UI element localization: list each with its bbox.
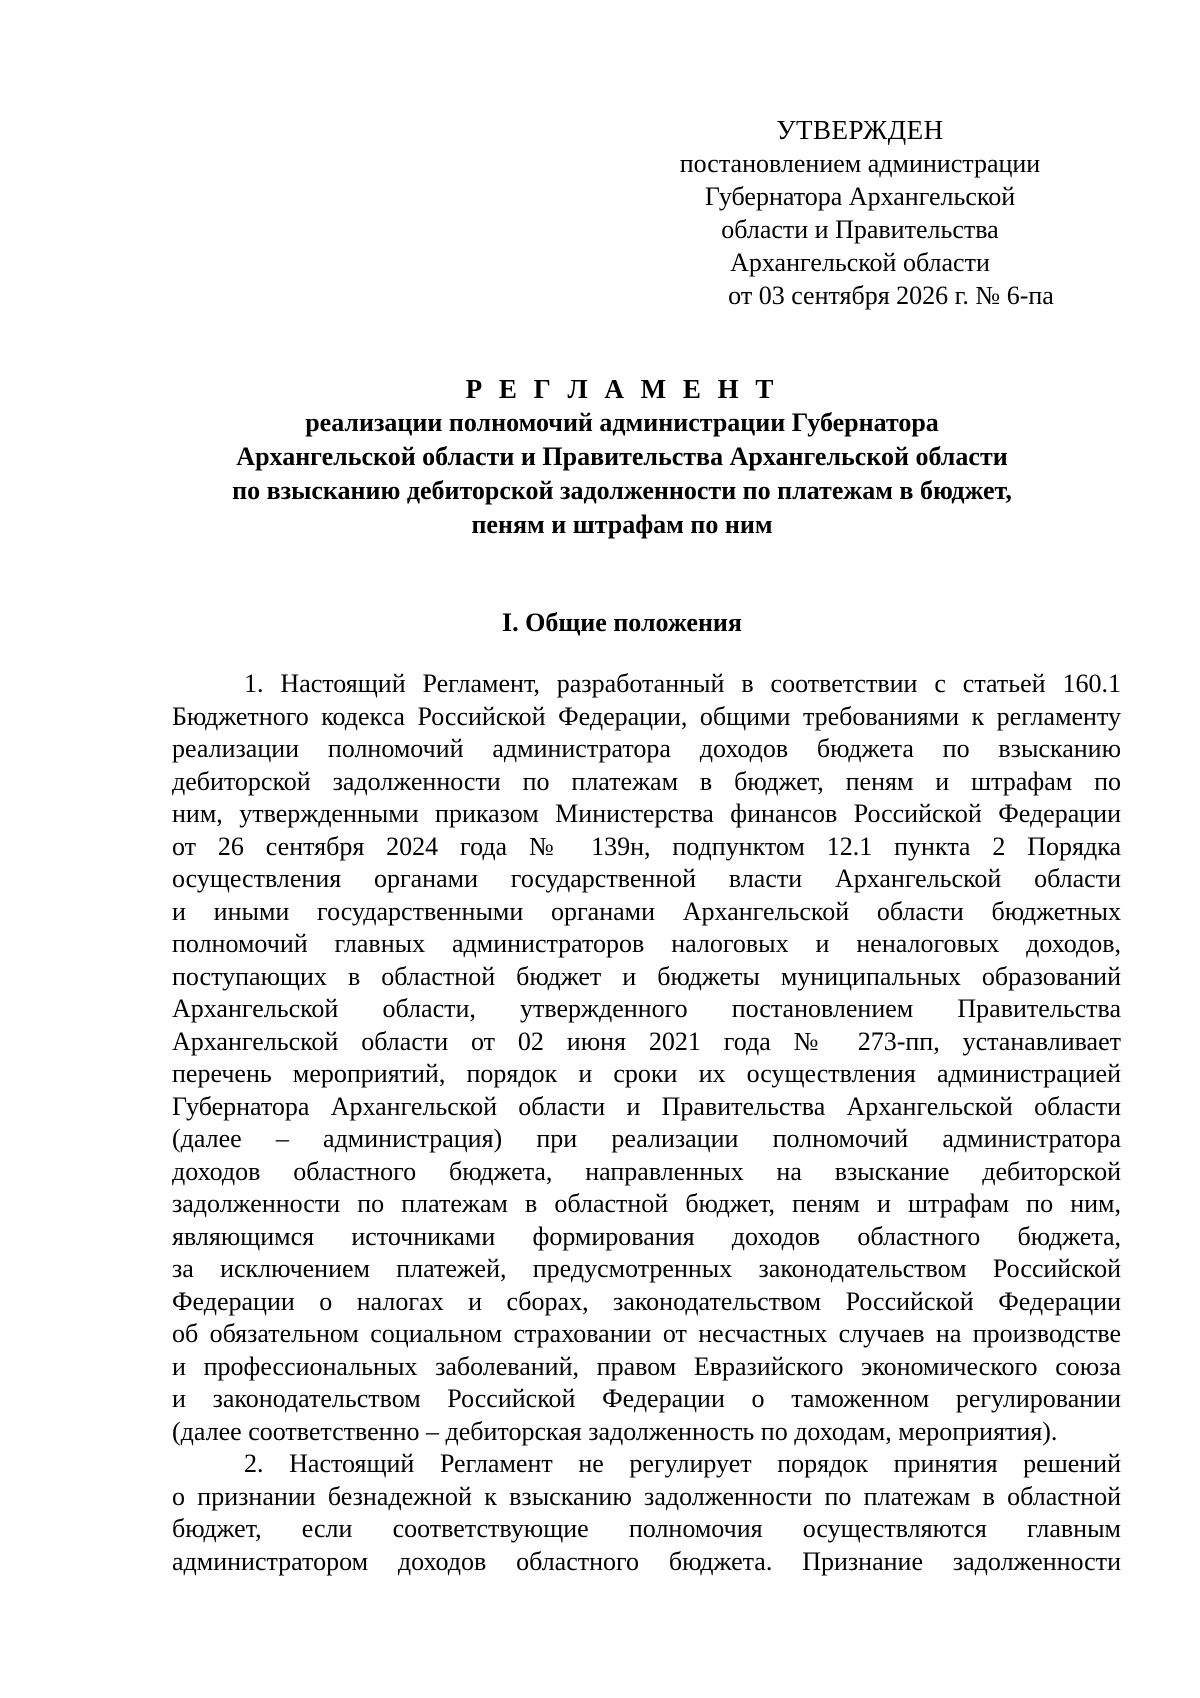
text-line: дебиторской задолженности по платежам в бюджет, пеням и штрафам по [172,766,1121,796]
text-line: (далее соответственно – дебиторская задолженность по доходам, мероприятия). [172,1416,1058,1446]
document-type-heading: Р Е Г Л А М Е Н Т [465,374,779,404]
text-line: об обязательном социальном страховании от несчастных случаев на производстве [172,1319,1121,1348]
text-line: Архангельской области от 02 июня 2021 года № 273-пп, устанавливает [172,1026,1121,1056]
text-line: задолженности по платежам в областной бюджет, пеням и штрафам по ним, [172,1189,1121,1218]
approval-date-line: от 03 сентября 2026 г. № 6-па [728,281,1054,310]
text-line: и иными государственными органами Архангельской области бюджетных [172,896,1121,926]
paragraph-1 [172,668,1121,1448]
approval-line: Архангельской области [730,248,990,277]
text-line: полномочий главных администраторов налоговых и неналоговых доходов, [172,929,1121,958]
text-line: осуществления органами государственной власти Архангельской области [172,864,1121,893]
text-line: и профессиональных заболеваний, правом Евразийского экономического союза [172,1351,1121,1381]
text-line: от 26 сентября 2024 года № 139н, подпунктом 12.1 пункта 2 Порядка [172,831,1121,861]
text-line: Федерации о налогах и сборах, законодательством Российской Федерации [172,1286,1121,1316]
document-title [172,372,1072,542]
text-line: о признании безнадежной к взысканию задолженности по платежам в областной [172,1481,1121,1511]
text-line: и законодательством Российской Федерации о таможенном регулировании [172,1384,1121,1413]
title-line: реализации полномочий администрации Губернатора [305,408,939,437]
approval-stamp-block [640,114,1080,312]
text-line: 2. Настоящий Регламент не регулирует порядок принятия решений [244,1449,1121,1478]
text-line: Архангельской области, утвержденного постановлением Правительства [172,994,1121,1023]
text-line: перечень мероприятий, порядок и сроки их осуществления администрацией [172,1059,1121,1088]
approval-line: постановлением администрации [679,149,1041,178]
section-heading: I. Общие положения [502,608,742,637]
approval-heading: УТВЕРЖДЕН [776,115,944,145]
body-text [172,668,1121,1578]
approval-line: Губернатора Архангельской [704,182,1016,211]
text-line: бюджет, если соответствующие полномочия осуществляются главным [172,1514,1121,1543]
title-line: пеням и штрафам по ним [471,510,773,539]
text-line: 1. Настоящий Регламент, разработанный в соответствии с статьей 160.1 [244,669,1121,698]
text-line: администратором доходов областного бюджета. Признание задолженности [172,1546,1121,1576]
title-line: по взысканию дебиторской задолженности по платежам в бюджет, [232,476,1012,505]
title-line: Архангельской области и Правительства Архангельской области [236,442,1008,471]
text-line: являющимся источниками формирования доходов областного бюджета, [172,1221,1121,1251]
text-line: (далее – администрация) при реализации полномочий администратора [172,1124,1121,1153]
text-line: доходов областного бюджета, направленных на взыскание дебиторской [172,1156,1121,1186]
paragraph-2 [172,1448,1121,1578]
text-line: за исключением платежей, предусмотренных законодательством Российской [172,1254,1121,1283]
text-line: Бюджетного кодекса Российской Федерации, общими требованиями к регламенту [172,701,1121,731]
text-line: реализации полномочий администратора доходов бюджета по взысканию [172,734,1121,763]
text-line: ним, утвержденными приказом Министерства финансов Российской Федерации [172,799,1121,828]
text-line: поступающих в областной бюджет и бюджеты муниципальных образований [172,961,1121,991]
text-line: Губернатора Архангельской области и Правительства Архангельской области [172,1091,1121,1121]
approval-line: области и Правительства [721,215,999,244]
